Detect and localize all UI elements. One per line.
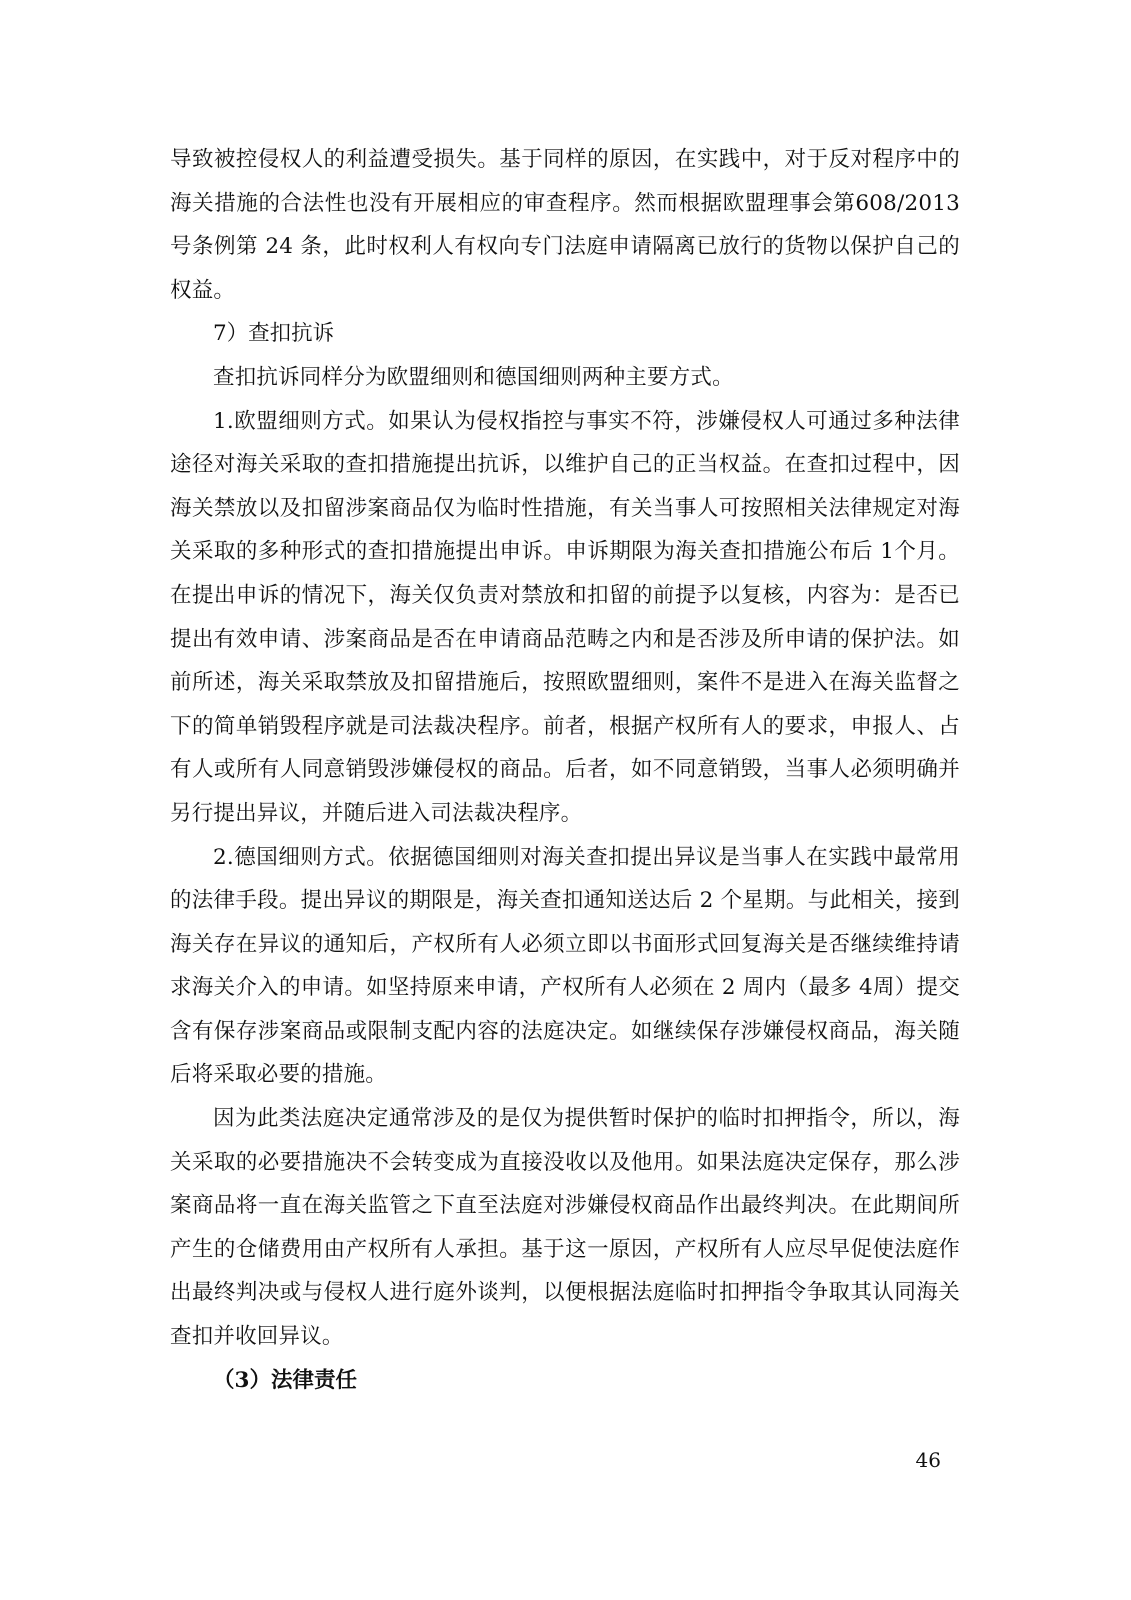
page-number: 46 xyxy=(915,1448,941,1472)
paragraph-court-decision: 因为此类法庭决定通常涉及的是仅为提供暂时保护的临时扣押指令，所以，海关采取的必要措施决不会转变成为直接没收以及他用。如果法庭决定保存，那么涉案商品将一直在海关监管之下直至法庭对涉嫌侵权商品作出最终判决。在此期间所产生的仓储费用由产权所有人承担。基于这一原因，产权所有人应尽早促使法庭作出最终判决或与侵权人进行庭外谈判，以便根据法庭临时扣押指令争取其认同海关查扣并收回异议。 xyxy=(170,1106,960,1350)
paragraph-intro-methods: 查扣抗诉同样分为欧盟细则和德国细则两种主要方式。 xyxy=(213,364,734,390)
section-heading-seizure-appeal: 7）查扣抗诉 xyxy=(213,321,335,347)
section-heading-legal-liability: （3）法律责任 xyxy=(213,1367,357,1393)
paragraph-eu-rules: 1.欧盟细则方式。如果认为侵权指控与事实不符，涉嫌侵权人可通过多种法律途径对海关采取的查扣措施提出抗诉，以维护自己的正当权益。在查扣过程中，因海关禁放以及扣留涉案商品仅为临时性措施，有关当事人可按照相关法律规定对海关采取的多种形式的查扣措施提出申诉。申诉期限为海关查扣措施公布后 1个月。在提出申诉的情况下，海关仅负责对禁放和扣留的前提予以复核，内容为：是否已提出有效申请、涉案商品是否在申请商品范畴之内和是否涉及所申请的保护法。如前所述，海关采取禁放及扣留措施后，按照欧盟细则，案件不是进入在海关监督之下的简单销毁程序就是司法裁决程序。前者，根据产权所有人的要求，申报人、占有人或所有人同意销毁涉嫌侵权的商品。后者，如不同意销毁，当事人必须明确并另行提出异议，并随后进入司法裁决程序。 xyxy=(170,408,960,826)
paragraph-german-rules: 2.德国细则方式。依据德国细则对海关查扣提出异议是当事人在实践中最常用的法律手段。提出异议的期限是，海关查扣通知送达后 2 个星期。与此相关，接到海关存在异议的通知后，产权所有人必须立即以书面形式回复海关是否继续维持请求海关介入的申请。如坚持原来申请，产权所有人必须在 2 周内（最多 4周）提交含有保存涉案商品或限制支配内容的法庭决定。如继续保存涉嫌侵权商品，海关随后将采取必要的措施。 xyxy=(170,844,960,1088)
page-body xyxy=(170,138,960,1402)
paragraph-continuation: 导致被控侵权人的利益遭受损失。基于同样的原因，在实践中，对于反对程序中的海关措施的合法性也没有开展相应的审查程序。然而根据欧盟理事会第608/2013 号条例第 24 条，此时权利人有权向专门法庭申请隔离已放行的货物以保护自己的权益。 xyxy=(170,147,960,303)
